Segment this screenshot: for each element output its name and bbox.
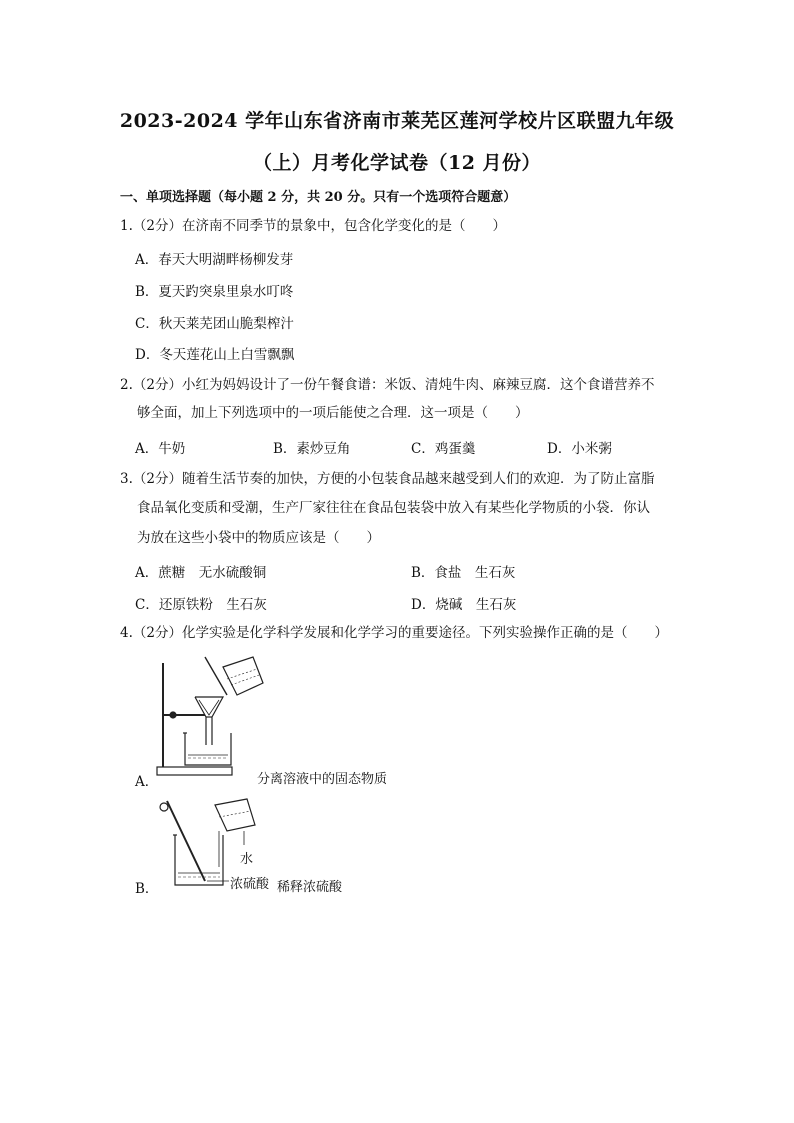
q3-option-b: B．食盐 生石灰 <box>411 565 516 581</box>
exam-title-line2: （上）月考化学试卷（12 月份） <box>252 152 542 174</box>
q1-option-c: C．秋天莱芜团山脆梨榨汁 <box>135 316 294 332</box>
q4-option-b-letter: B． <box>135 881 159 897</box>
q2-option-c: C．鸡蛋羹 <box>411 441 476 457</box>
q4-option-b-water-label: 水 <box>240 852 254 867</box>
q1-option-b: B．夏天趵突泉里泉水叮咚 <box>135 284 294 300</box>
q1-option-d: D．冬天莲花山上白雪飘飘 <box>135 347 295 363</box>
q2-option-b: B．素炒豆角 <box>273 441 351 457</box>
q4-stem: 4.（2分）化学实验是化学科学发展和化学学习的重要途径。下列实验操作正确的是（ ） <box>120 625 668 641</box>
q4-option-a-caption: 分离溶液中的固态物质 <box>257 772 388 787</box>
q1-option-a: A．春天大明湖畔杨柳发芽 <box>135 252 294 268</box>
q3-stem-line1: 3.（2分）随着生活节奏的加快，方便的小包装食品越来越受到人们的欢迎．为了防止富脂 <box>120 471 655 487</box>
q2-option-d: D．小米粥 <box>547 441 612 457</box>
q3-option-d: D．烧碱 生石灰 <box>411 597 517 613</box>
q3-stem-line3: 为放在这些小袋中的物质应该是（ ） <box>137 530 380 546</box>
filtration-apparatus-figure <box>155 655 265 780</box>
exam-title-line1: 2023-2024 学年山东省济南市莱芜区莲河学校片区联盟九年级 <box>119 110 675 132</box>
q4-option-b-caption: 稀释浓硫酸 <box>277 880 343 895</box>
q1-stem: 1.（2分）在济南不同季节的景象中，包含化学变化的是（ ） <box>120 218 506 234</box>
q4-option-b-acid-label: 浓硫酸 <box>230 877 270 892</box>
q3-stem-line2: 食品氧化变质和受潮，生产厂家往往在食品包装袋中放入有某些化学物质的小袋．你认 <box>137 500 650 516</box>
q3-option-c: C．还原铁粉 生石灰 <box>135 597 267 613</box>
q3-option-a: A．蔗糖 无水硫酸铜 <box>135 565 267 581</box>
q2-stem-line2: 够全面，加上下列选项中的一项后能使之合理．这一项是（ ） <box>137 405 529 421</box>
q4-option-a-letter: A． <box>135 774 159 790</box>
q2-option-a: A．牛奶 <box>135 441 186 457</box>
section-heading: 一、单项选择题（每小题 2 分，共 20 分。只有一个选项符合题意） <box>120 190 517 205</box>
q2-stem-line1: 2.（2分）小红为妈妈设计了一份午餐食谱：米饭、清炖牛肉、麻辣豆腐．这个食谱营养不 <box>120 377 655 393</box>
